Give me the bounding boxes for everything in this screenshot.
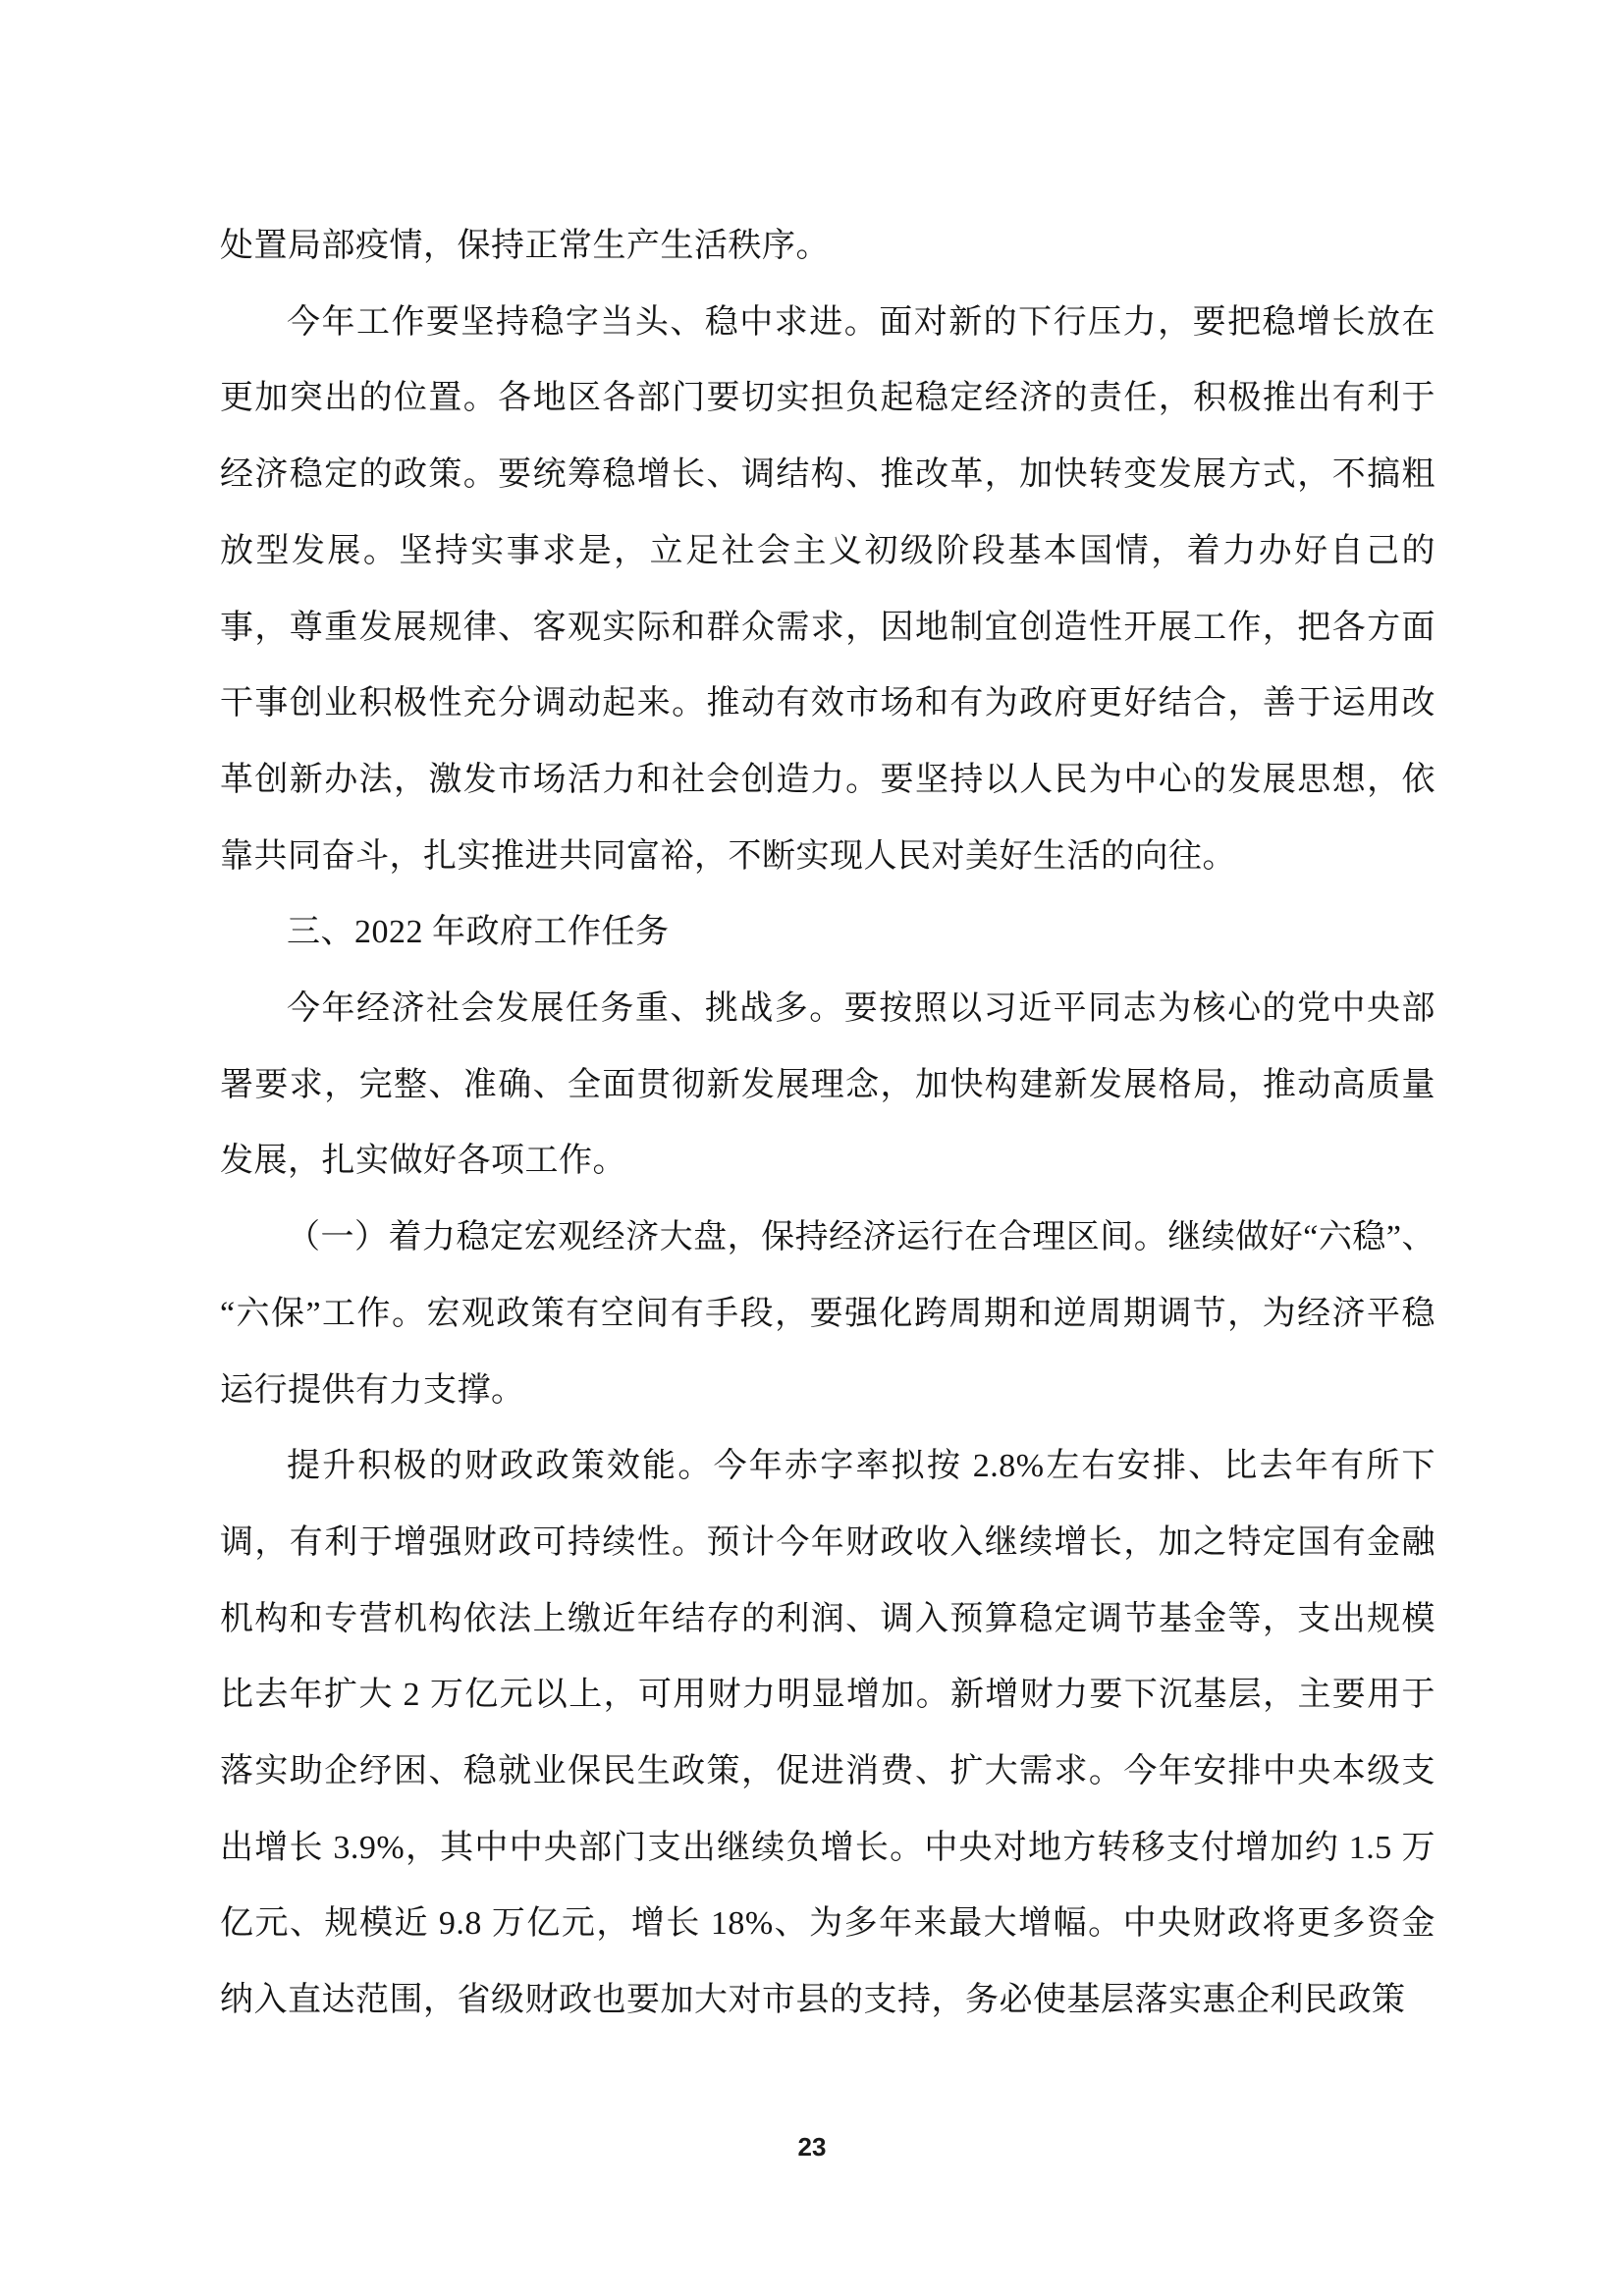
- section-heading-2022-tasks: 三、2022 年政府工作任务: [287, 914, 670, 951]
- page-footer: [0, 2132, 1624, 2163]
- document-body: [220, 208, 1435, 2039]
- paragraph-macro-economy: （一）着力稳定宏观经济大盘，保持经济运行在合理区间。继续做好“六稳”、“六保”工作。宏观政策有空间有手段，要强化跨周期和逆周期调节，为经济平稳运行提供有力支撑。: [220, 1219, 1435, 1409]
- paragraph-continuation: 处置局部疫情，保持正常生产生活秩序。: [220, 228, 830, 264]
- page-number: 23: [797, 2132, 827, 2162]
- paragraph-overall-requirements: 今年经济社会发展任务重、挑战多。要按照以习近平同志为核心的党中央部署要求，完整、准确、全面贯彻新发展理念，加快构建新发展格局，推动高质量发展，扎实做好各项工作。: [220, 990, 1435, 1180]
- paragraph-work-principles: 今年工作要坚持稳字当头、稳中求进。面对新的下行压力，要把稳增长放在更加突出的位置。各地区各部门要切实担负起稳定经济的责任，积极推出有利于经济稳定的政策。要统筹稳增长、调结构、推改革，加快转变发展方式，不搞粗放型发展。坚持实事求是，立足社会主义初级阶段基本国情，着力办好自己的事，尊重发展规律、客观实际和群众需求，因地制宜创造性开展工作，把各方面干事创业积极性充分调动起来。推动有效市场和有为政府更好结合，善于运用改革创新办法，激发市场活力和社会创造力。要坚持以人民为中心的发展思想，依靠共同奋斗，扎实推进共同富裕，不断实现人民对美好生活的向往。: [220, 303, 1435, 875]
- paragraph-fiscal-policy: 提升积极的财政政策效能。今年赤字率拟按 2.8%左右安排、比去年有所下调，有利于增强财政可持续性。预计今年财政收入继续增长，加之特定国有金融机构和专营机构依法上缴近年结存的利润、调入预算稳定调节基金等，支出规模比去年扩大 2 万亿元以上，可用财力明显增加。新增财力要下沉基层，主要用于落实助企纾困、稳就业保民生政策，促进消费、扩大需求。今年安排中央本级支出增长 3.9%，其中中央部门支出继续负增长。中央对地方转移支付增加约 1.5 万亿元、规模近 9.8 万亿元，增长 18%、为多年来最大增幅。中央财政将更多资金纳入直达范围，省级财政也要加大对市县的支持，务必使基层落实惠企利民政策: [220, 1448, 1435, 2019]
